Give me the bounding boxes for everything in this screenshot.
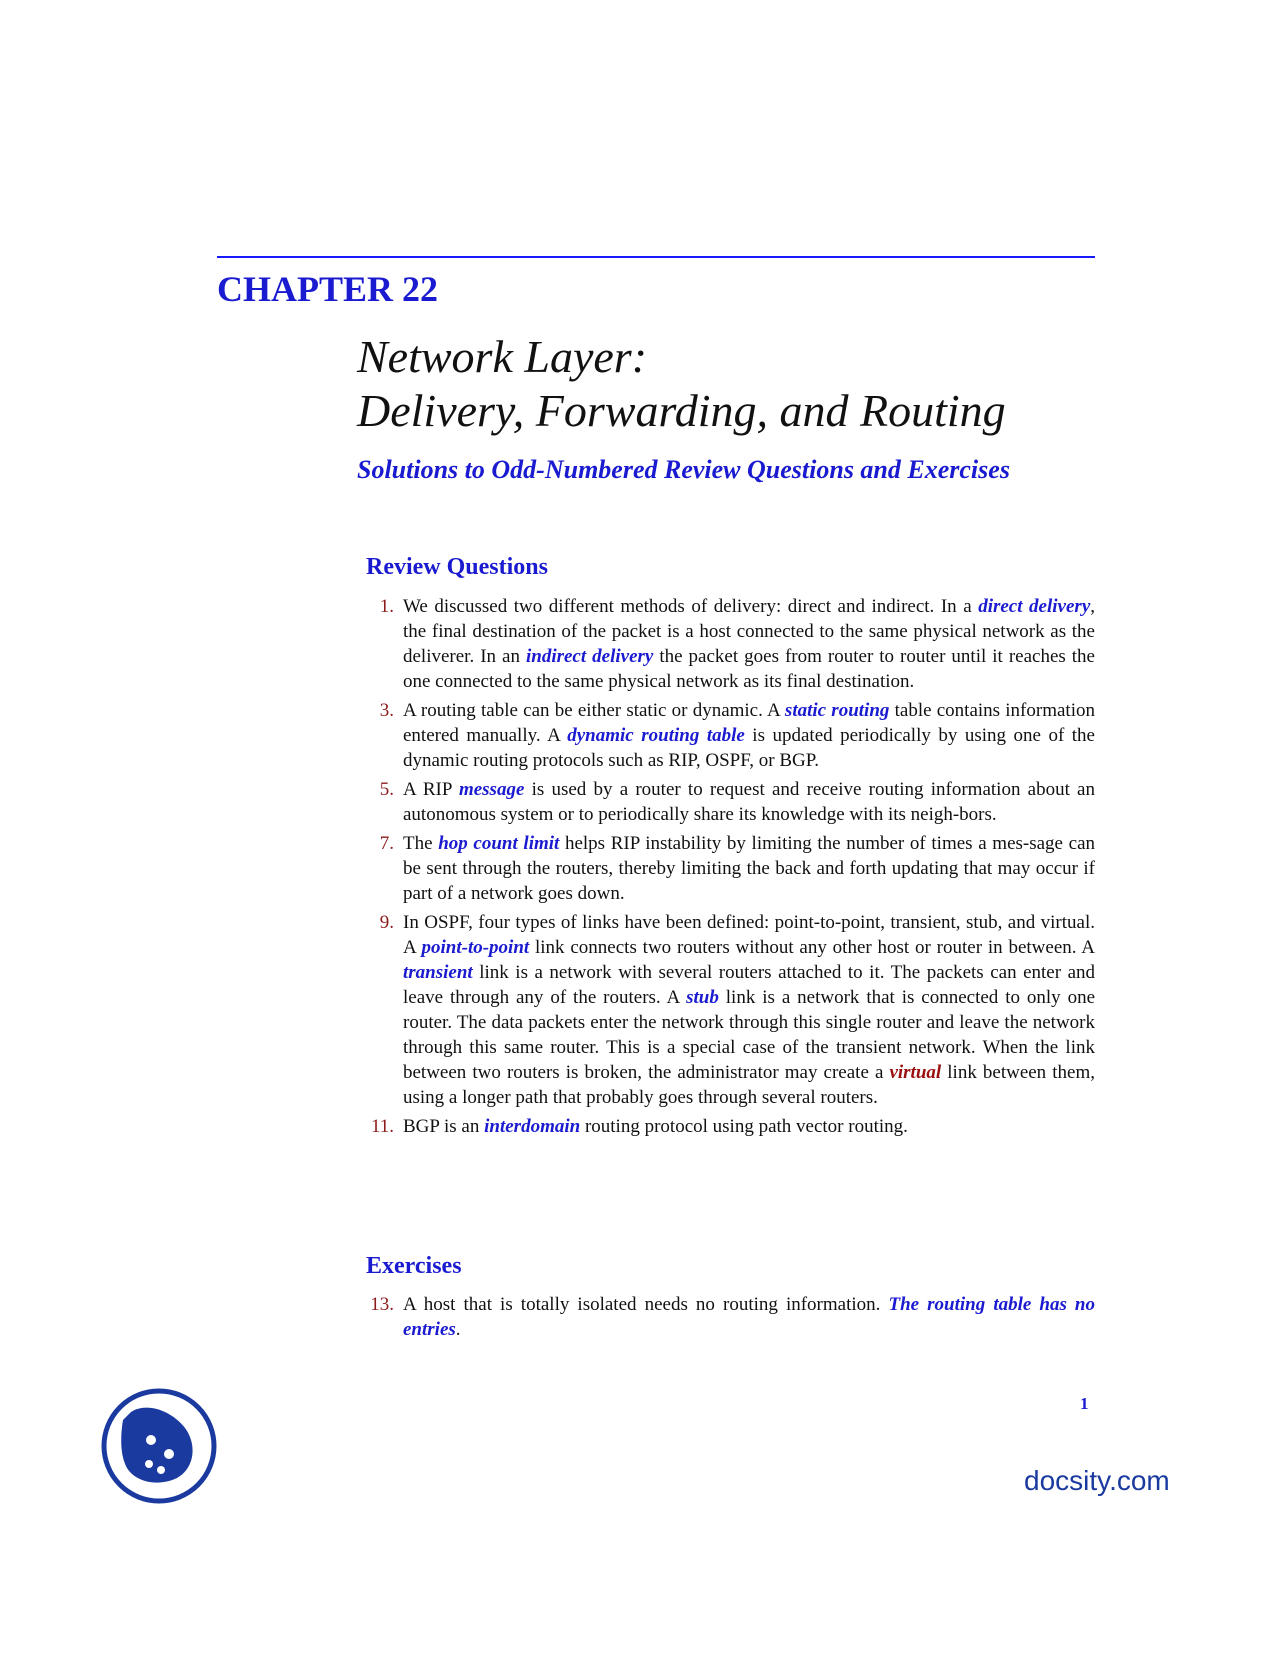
keyword-term: direct delivery xyxy=(978,596,1091,617)
review-question-item xyxy=(366,594,1095,694)
keyword-term: message xyxy=(458,779,525,800)
review-question-item-text: The xyxy=(403,833,439,854)
exercises-list xyxy=(366,1292,1095,1346)
review-question-item-text: In OSPF, four types of links have been defined: point-to-point, transient, stub, and virtual. A xyxy=(403,912,1095,958)
keyword-term: transient xyxy=(403,962,473,983)
review-question-item-text: link is a network with several routers attached to it. The packets can enter and leave through any of the routers. A xyxy=(403,962,1095,1008)
review-question-item-text: is updated periodically by using one of the dynamic routing protocols such as RIP, OSPF, or BGP. xyxy=(403,725,1095,771)
review-question-item-text: , the final destination of the packet is a host connected to the same physical network as the deliverer. In an xyxy=(403,596,1095,667)
review-question-item-text: link connects two routers without any other host or router in between. A xyxy=(529,937,1095,958)
docsity-brand[interactable]: docsity.com xyxy=(1024,1465,1170,1496)
review-question-item xyxy=(366,910,1095,1110)
keyword-term: The routing table has no entries xyxy=(403,1294,1095,1340)
review-question-item-text: BGP is an xyxy=(403,1116,485,1137)
exercise-item-number: 13. xyxy=(370,1294,394,1315)
page-number: 1 xyxy=(1080,1394,1089,1413)
review-question-item-text: A RIP xyxy=(403,779,459,800)
review-question-item xyxy=(366,1114,1095,1139)
review-question-item-number: 5. xyxy=(379,779,394,800)
chapter-top-rule xyxy=(217,256,1095,258)
review-question-item xyxy=(366,831,1095,906)
review-question-item-number: 3. xyxy=(379,700,394,721)
review-question-item-number: 9. xyxy=(379,912,394,933)
chapter-title-line-2: Delivery, Forwarding, and Routing xyxy=(357,385,1006,436)
keyword-term: indirect delivery xyxy=(525,646,654,667)
chapter-title xyxy=(357,330,1006,438)
keyword-term: stub xyxy=(686,987,719,1008)
review-question-item-text: link between them, using a longer path that probably goes through several routers. xyxy=(403,1062,1095,1108)
keyword-term: interdomain xyxy=(484,1116,581,1137)
review-question-item xyxy=(366,698,1095,773)
review-questions-heading: Review Questions xyxy=(366,554,548,580)
exercise-item-text: . xyxy=(455,1319,461,1340)
review-question-item-text: the packet goes from router to router until it reaches the one connected to the same physical network as its final destination. xyxy=(403,646,1095,692)
chapter-subtitle: Solutions to Odd-Numbered Review Questions and Exercises xyxy=(357,455,1010,484)
review-question-item-text: link is a network that is connected to only one router. The data packets enter the network through this single router and leave the network through this same router. This is a special case of the transient network. When the link between two routers is broken, the administrator may create a xyxy=(403,987,1095,1083)
chapter-title-line-1: Network Layer: xyxy=(357,331,648,382)
exercise-item-text: A host that is totally isolated needs no routing information. xyxy=(403,1294,889,1315)
review-question-item-text: is used by a router to request and receive routing information about an autonomous system or to periodically share its knowledge with its neigh-bors. xyxy=(403,779,1095,825)
keyword-term: virtual xyxy=(889,1062,942,1083)
review-question-item-text: helps RIP instability by limiting the number of times a mes-sage can be sent through the routers, thereby limiting the back and forth updating that may occur if part of a network goes down. xyxy=(403,833,1095,904)
review-question-item-text: routing protocol using path vector routing. xyxy=(580,1116,908,1137)
docsity-logo-icon[interactable] xyxy=(101,1388,217,1504)
keyword-term: hop count limit xyxy=(438,833,560,854)
keyword-term: static routing xyxy=(784,700,890,721)
exercises-heading: Exercises xyxy=(366,1253,462,1279)
exercise-item xyxy=(366,1292,1095,1342)
review-question-item xyxy=(366,777,1095,827)
review-questions-list xyxy=(366,594,1095,1143)
keyword-term: point-to-point xyxy=(421,937,530,958)
review-question-item-text: We discussed two different methods of delivery: direct and indirect. In a xyxy=(403,596,979,617)
review-question-item-number: 1. xyxy=(379,596,394,617)
review-question-item-text: table contains information entered manually. A xyxy=(403,700,1095,746)
review-question-item-number: 11. xyxy=(370,1116,394,1137)
review-question-item-text: A routing table can be either static or dynamic. A xyxy=(403,700,785,721)
keyword-term: dynamic routing table xyxy=(567,725,745,746)
chapter-number: CHAPTER 22 xyxy=(217,269,439,309)
review-question-item-number: 7. xyxy=(379,833,394,854)
